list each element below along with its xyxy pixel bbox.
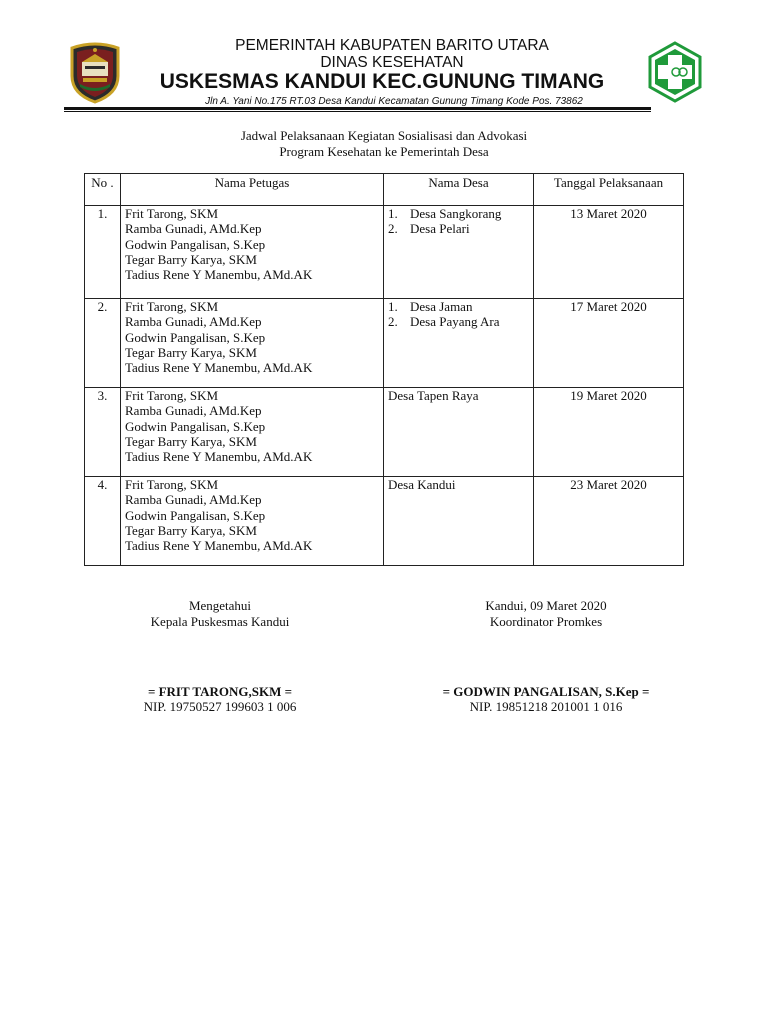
signature-right-nip: NIP. 19851218 201001 1 016	[469, 699, 623, 714]
petugas-name: Tegar Barry Karya, SKM	[125, 251, 257, 267]
petugas-name: Godwin Pangalisan, S.Kep	[125, 236, 266, 252]
letterhead-government-line: PEMERINTAH KABUPATEN BARITO UTARA	[235, 37, 549, 54]
letterhead-rule-thin	[64, 111, 651, 112]
table-row	[85, 299, 684, 388]
petugas-name: Godwin Pangalisan, S.Kep	[125, 507, 266, 523]
desa-item-name: Desa Payang Ara	[410, 314, 500, 330]
table-row	[85, 206, 684, 299]
tanggal-cell: 23 Maret 2020	[534, 477, 684, 566]
petugas-name: Ramba Gunadi, AMd.Kep	[125, 492, 262, 508]
document-title-line2: Program Kesehatan ke Pemerintah Desa	[279, 143, 489, 159]
petugas-name: Godwin Pangalisan, S.Kep	[125, 418, 266, 434]
document-title	[0, 128, 768, 159]
row-number: 3.	[85, 388, 121, 477]
desa-item-name: Desa Sangkorang	[410, 206, 502, 221]
desa-item-number: 2.	[388, 314, 398, 330]
desa-list	[388, 388, 529, 403]
tanggal-cell: 17 Maret 2020	[534, 299, 684, 388]
petugas-name: Tegar Barry Karya, SKM	[125, 522, 257, 538]
letterhead-department-line: DINAS KESEHATAN	[320, 54, 464, 71]
table-header-row	[85, 174, 684, 206]
petugas-name: Godwin Pangalisan, S.Kep	[125, 329, 266, 345]
row-number: 4.	[85, 477, 121, 566]
desa-item	[388, 206, 529, 221]
desa-list	[388, 477, 529, 492]
desa-cell	[384, 299, 534, 388]
schedule-table	[84, 173, 684, 566]
signature-left-position: Kepala Puskesmas Kandui	[150, 613, 290, 629]
desa-item-name: Desa Jaman	[410, 299, 473, 314]
desa-item	[388, 314, 529, 329]
petugas-name: Ramba Gunadi, AMd.Kep	[125, 221, 262, 237]
desa-item	[388, 477, 529, 492]
desa-item	[388, 299, 529, 314]
petugas-name: Ramba Gunadi, AMd.Kep	[125, 314, 262, 330]
signature-right-name: = GODWIN PANGALISAN, S.Kep =	[442, 684, 650, 699]
desa-item-name: Desa Tapen Raya	[388, 388, 479, 403]
signature-right-block	[446, 598, 646, 629]
signature-left-name: = FRIT TARONG,SKM =	[147, 684, 293, 699]
header-nama-petugas: Nama Petugas	[121, 174, 384, 206]
header-nama-desa: Nama Desa	[384, 174, 534, 206]
desa-item-number: 1.	[388, 206, 398, 221]
letterhead-institution-name: USKESMAS KANDUI KEC.GUNUNG TIMANG	[159, 70, 605, 93]
letterhead-address: Jln A. Yani No.175 RT.03 Desa Kandui Kecamatan Gunung Timang Kode Pos. 73862	[205, 96, 583, 107]
desa-list	[388, 206, 529, 237]
row-number: 2.	[85, 299, 121, 388]
petugas-name: Frit Tarong, SKM	[125, 299, 219, 314]
header-tanggal: Tanggal Pelaksanaan	[534, 174, 684, 206]
desa-cell	[384, 388, 534, 477]
desa-item-number: 2.	[388, 221, 398, 237]
table-body	[85, 206, 684, 566]
desa-cell	[384, 477, 534, 566]
signature-left-nip: NIP. 19750527 199603 1 006	[143, 699, 297, 714]
petugas-cell	[121, 388, 384, 477]
desa-item-name: Desa Pelari	[410, 221, 470, 237]
desa-item	[388, 388, 529, 403]
signature-left-line1: Mengetahui	[188, 598, 252, 613]
desa-cell	[384, 206, 534, 299]
petugas-cell	[121, 477, 384, 566]
petugas-cell	[121, 299, 384, 388]
petugas-name: Ramba Gunadi, AMd.Kep	[125, 403, 262, 419]
desa-item	[388, 221, 529, 236]
row-number: 1.	[85, 206, 121, 299]
signature-left-block	[120, 598, 320, 629]
signature-right-place-date: Kandui, 09 Maret 2020	[485, 598, 607, 613]
tanggal-cell: 19 Maret 2020	[534, 388, 684, 477]
table-row	[85, 388, 684, 477]
table-row	[85, 477, 684, 566]
desa-item-name: Desa Kandui	[388, 477, 456, 492]
desa-item-number: 1.	[388, 299, 398, 314]
letterhead	[0, 0, 768, 120]
document-title-line1: Jadwal Pelaksanaan Kegiatan Sosialisasi dan Advokasi	[240, 128, 528, 143]
petugas-name: Frit Tarong, SKM	[125, 477, 219, 492]
petugas-name: Tegar Barry Karya, SKM	[125, 344, 257, 360]
petugas-cell	[121, 206, 384, 299]
petugas-name: Tegar Barry Karya, SKM	[125, 433, 257, 449]
letterhead-rule-thick	[64, 107, 651, 110]
signature-right-position: Koordinator Promkes	[489, 613, 603, 629]
petugas-name: Frit Tarong, SKM	[125, 206, 219, 221]
petugas-name: Tadius Rene Y Manembu, AMd.AK	[125, 538, 313, 554]
petugas-name: Frit Tarong, SKM	[125, 388, 219, 403]
header-no: No .	[85, 174, 121, 206]
petugas-name: Tadius Rene Y Manembu, AMd.AK	[125, 449, 313, 465]
petugas-name: Tadius Rene Y Manembu, AMd.AK	[125, 360, 313, 376]
tanggal-cell: 13 Maret 2020	[534, 206, 684, 299]
petugas-name: Tadius Rene Y Manembu, AMd.AK	[125, 267, 313, 283]
desa-list	[388, 299, 529, 330]
